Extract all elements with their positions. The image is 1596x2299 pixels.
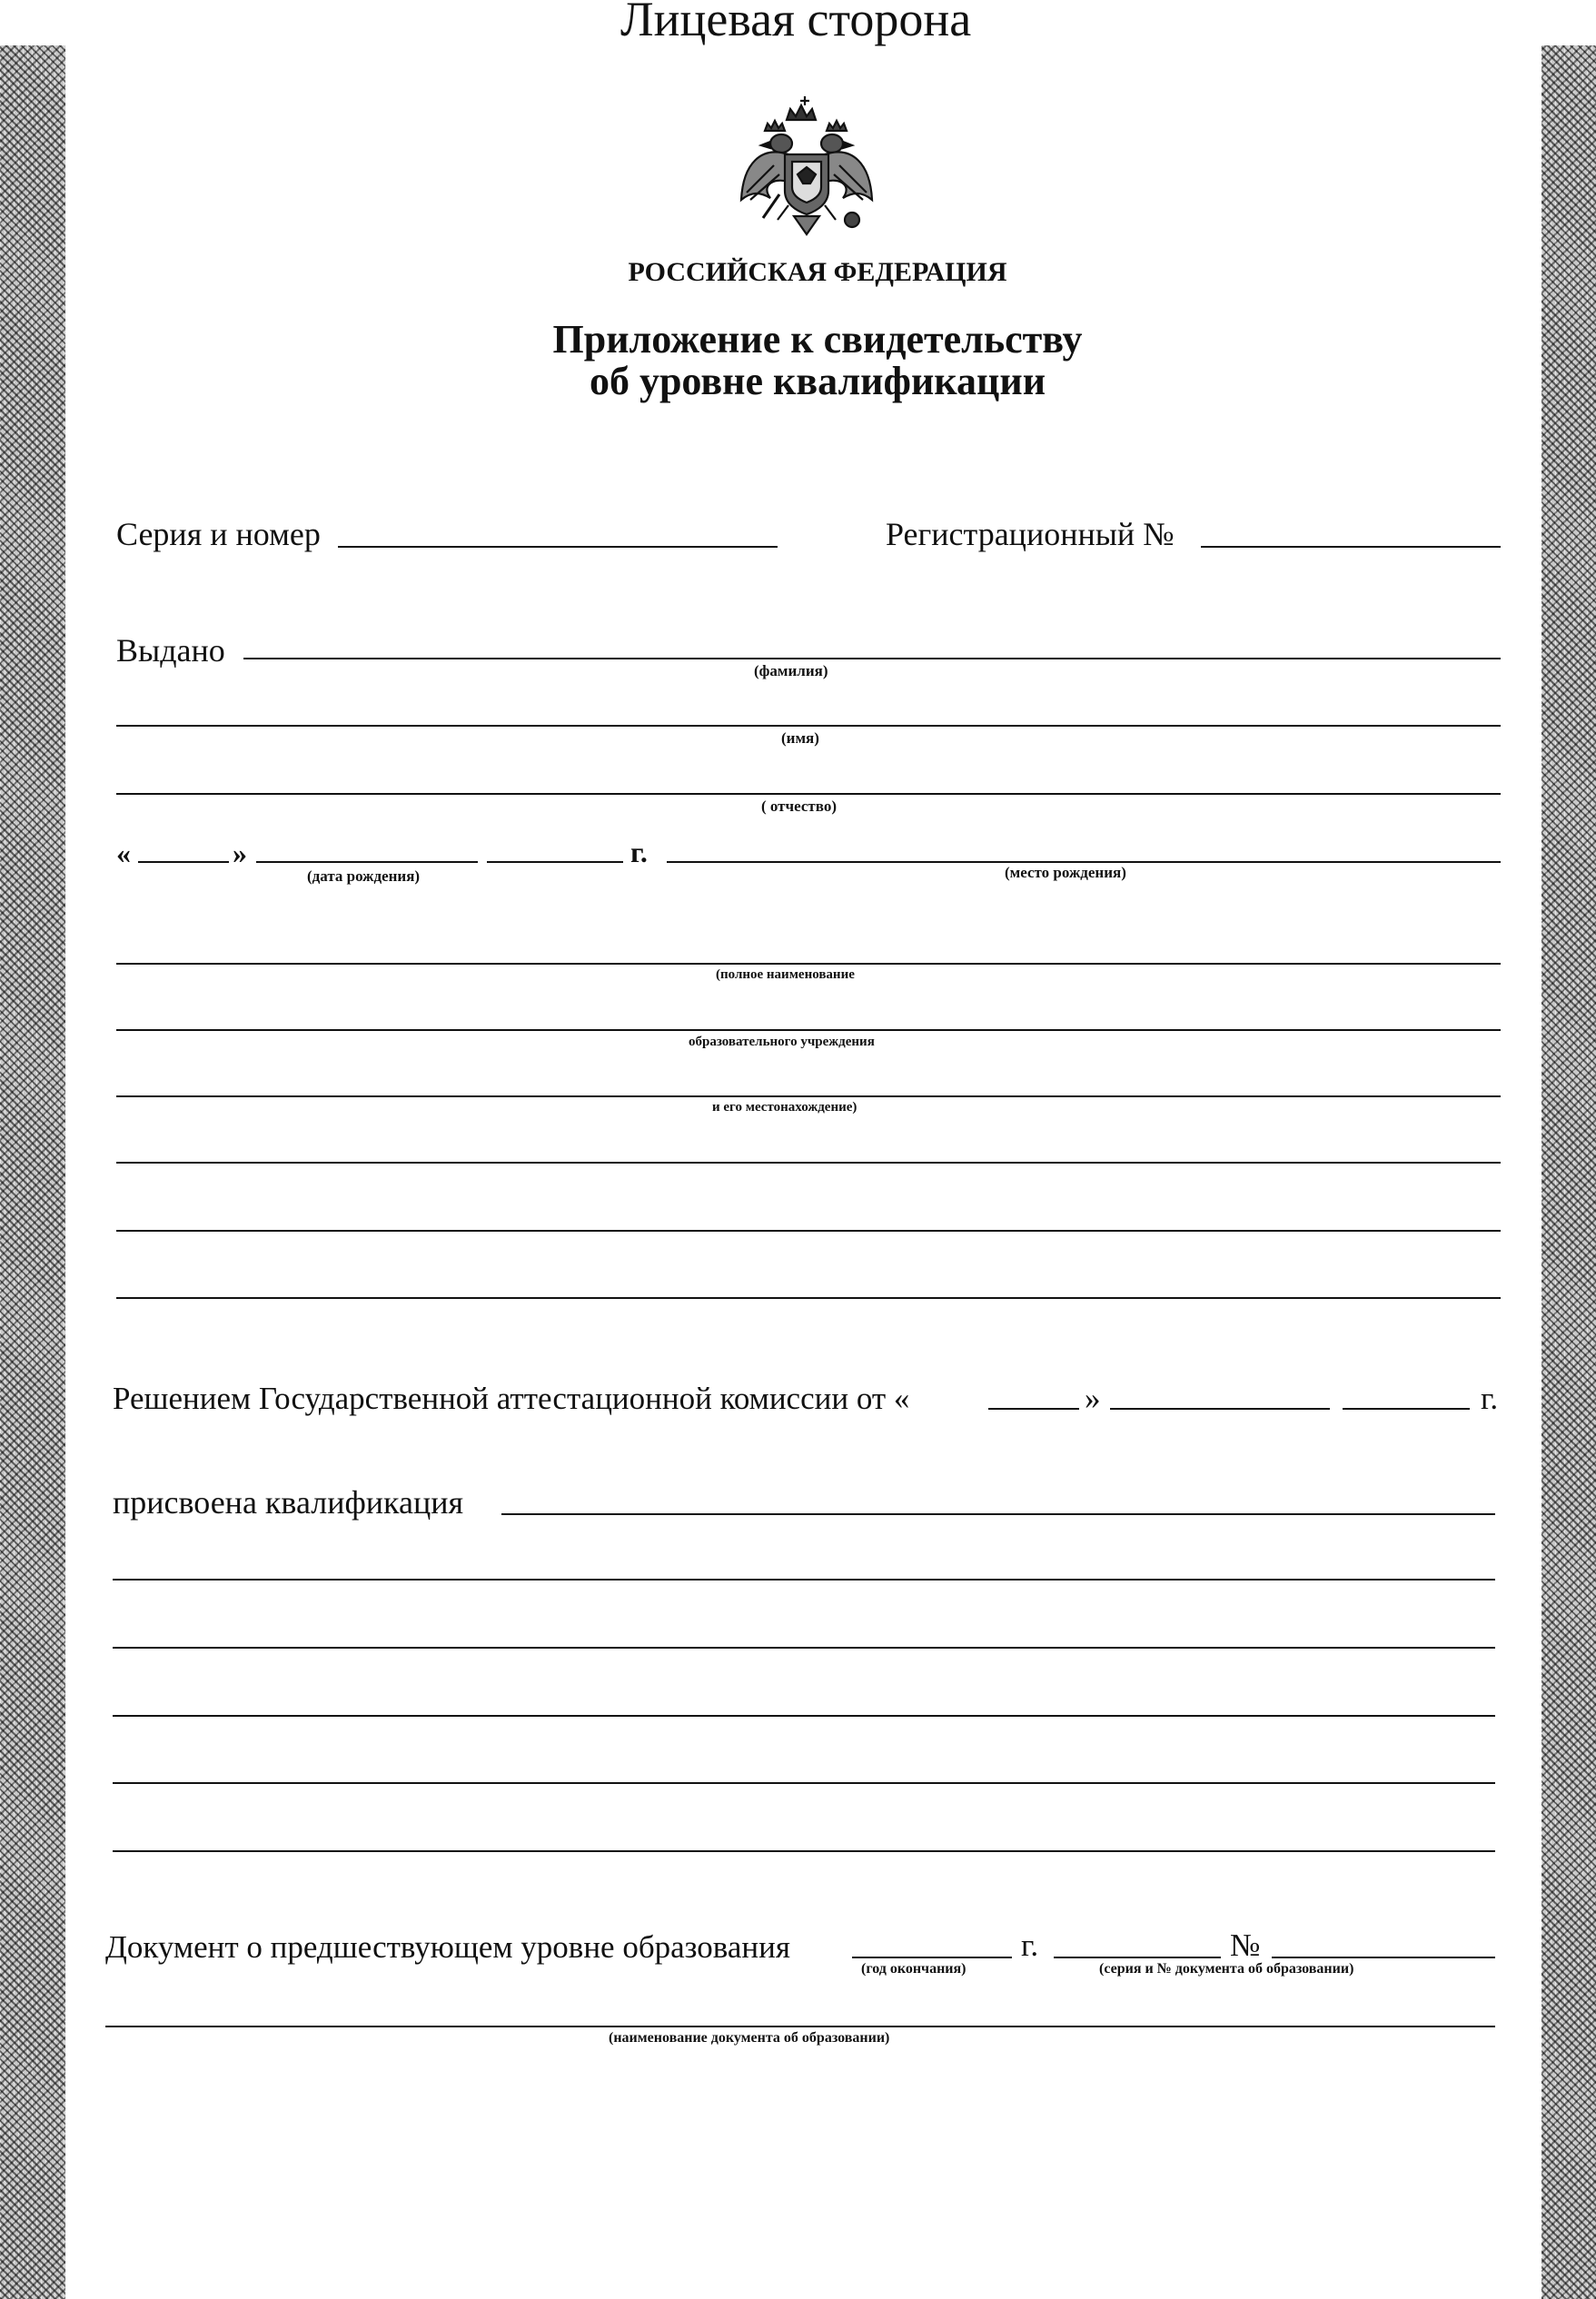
institution-field-6[interactable] — [116, 1297, 1501, 1299]
name-caption: (имя) — [781, 729, 819, 747]
prior-document-year-caption: (год окончания) — [861, 1961, 967, 1977]
series-number-field[interactable] — [338, 546, 778, 548]
qualification-label: присвоена квалификация — [113, 1484, 464, 1521]
birth-date-quote-close: » — [233, 837, 247, 869]
birth-date-caption: (дата рождения) — [307, 867, 421, 885]
birth-year-suffix: г. — [630, 836, 648, 868]
institution-caption-2: образовательного учреждения — [689, 1035, 875, 1049]
registration-number-field[interactable] — [1201, 546, 1501, 548]
qualification-field-3[interactable] — [113, 1647, 1495, 1649]
prior-document-number-sign: № — [1230, 1927, 1261, 1963]
decision-text: Решением Государственной аттестационной комиссии от « — [113, 1381, 910, 1416]
decision-day-field[interactable] — [988, 1408, 1079, 1410]
institution-field-5[interactable] — [116, 1230, 1501, 1232]
institution-caption-3: и его местонахождение) — [712, 1100, 857, 1115]
qualification-field-4[interactable] — [113, 1715, 1495, 1717]
name-field[interactable] — [116, 725, 1501, 727]
surname-caption: (фамилия) — [754, 662, 828, 679]
document-title-line2: об уровне квалификации — [589, 359, 1046, 403]
issued-to-label: Выдано — [116, 632, 225, 669]
birth-place-field[interactable] — [667, 861, 1501, 863]
birth-place-caption: (место рождения) — [1005, 864, 1126, 881]
prior-document-number-field[interactable] — [1272, 1957, 1495, 1958]
qualification-field-1[interactable] — [501, 1513, 1495, 1515]
qualification-field-6[interactable] — [113, 1850, 1495, 1852]
prior-document-name-field[interactable] — [105, 2026, 1495, 2027]
patronymic-caption: ( отчество) — [761, 798, 837, 815]
birth-year-field[interactable] — [487, 861, 623, 863]
surname-field[interactable] — [243, 658, 1501, 659]
institution-field-4[interactable] — [116, 1162, 1501, 1164]
security-border-right — [1541, 45, 1596, 2299]
birth-date-quote-open: « — [116, 837, 131, 869]
prior-document-name-caption: (наименование документа об образовании) — [609, 2030, 890, 2046]
birth-month-field[interactable] — [256, 861, 478, 863]
decision-quote-close: » — [1085, 1381, 1101, 1416]
prior-document-year-field[interactable] — [852, 1957, 1012, 1958]
security-border-left — [0, 45, 65, 2299]
institution-field-2[interactable] — [116, 1029, 1501, 1031]
birth-day-field[interactable] — [138, 861, 229, 863]
document-title-line1: Приложение к свидетельству — [552, 317, 1083, 362]
registration-number-label: Регистрационный № — [886, 516, 1175, 552]
decision-year-suffix: г. — [1481, 1381, 1499, 1416]
patronymic-field[interactable] — [116, 793, 1501, 795]
russian-coat-of-arms-icon — [734, 91, 879, 241]
country-name: РОССИЙСКАЯ ФЕДЕРАЦИЯ — [628, 257, 1007, 287]
decision-year-field[interactable] — [1343, 1408, 1470, 1410]
prior-document-series-caption: (серия и № документа об образовании) — [1099, 1961, 1354, 1977]
qualification-field-2[interactable] — [113, 1579, 1495, 1581]
institution-field-1[interactable] — [116, 963, 1501, 965]
qualification-field-5[interactable] — [113, 1782, 1495, 1784]
page-side-label: Лицевая сторона — [620, 0, 972, 46]
institution-field-3[interactable] — [116, 1095, 1501, 1097]
institution-caption-1: (полное наименование — [716, 967, 855, 982]
decision-month-field[interactable] — [1110, 1408, 1330, 1410]
series-number-label: Серия и номер — [116, 516, 321, 552]
prior-document-year-suffix: г. — [1021, 1927, 1039, 1963]
prior-document-series-field[interactable] — [1054, 1957, 1221, 1958]
prior-document-label: Документ о предшествующем уровне образования — [105, 1929, 790, 1965]
